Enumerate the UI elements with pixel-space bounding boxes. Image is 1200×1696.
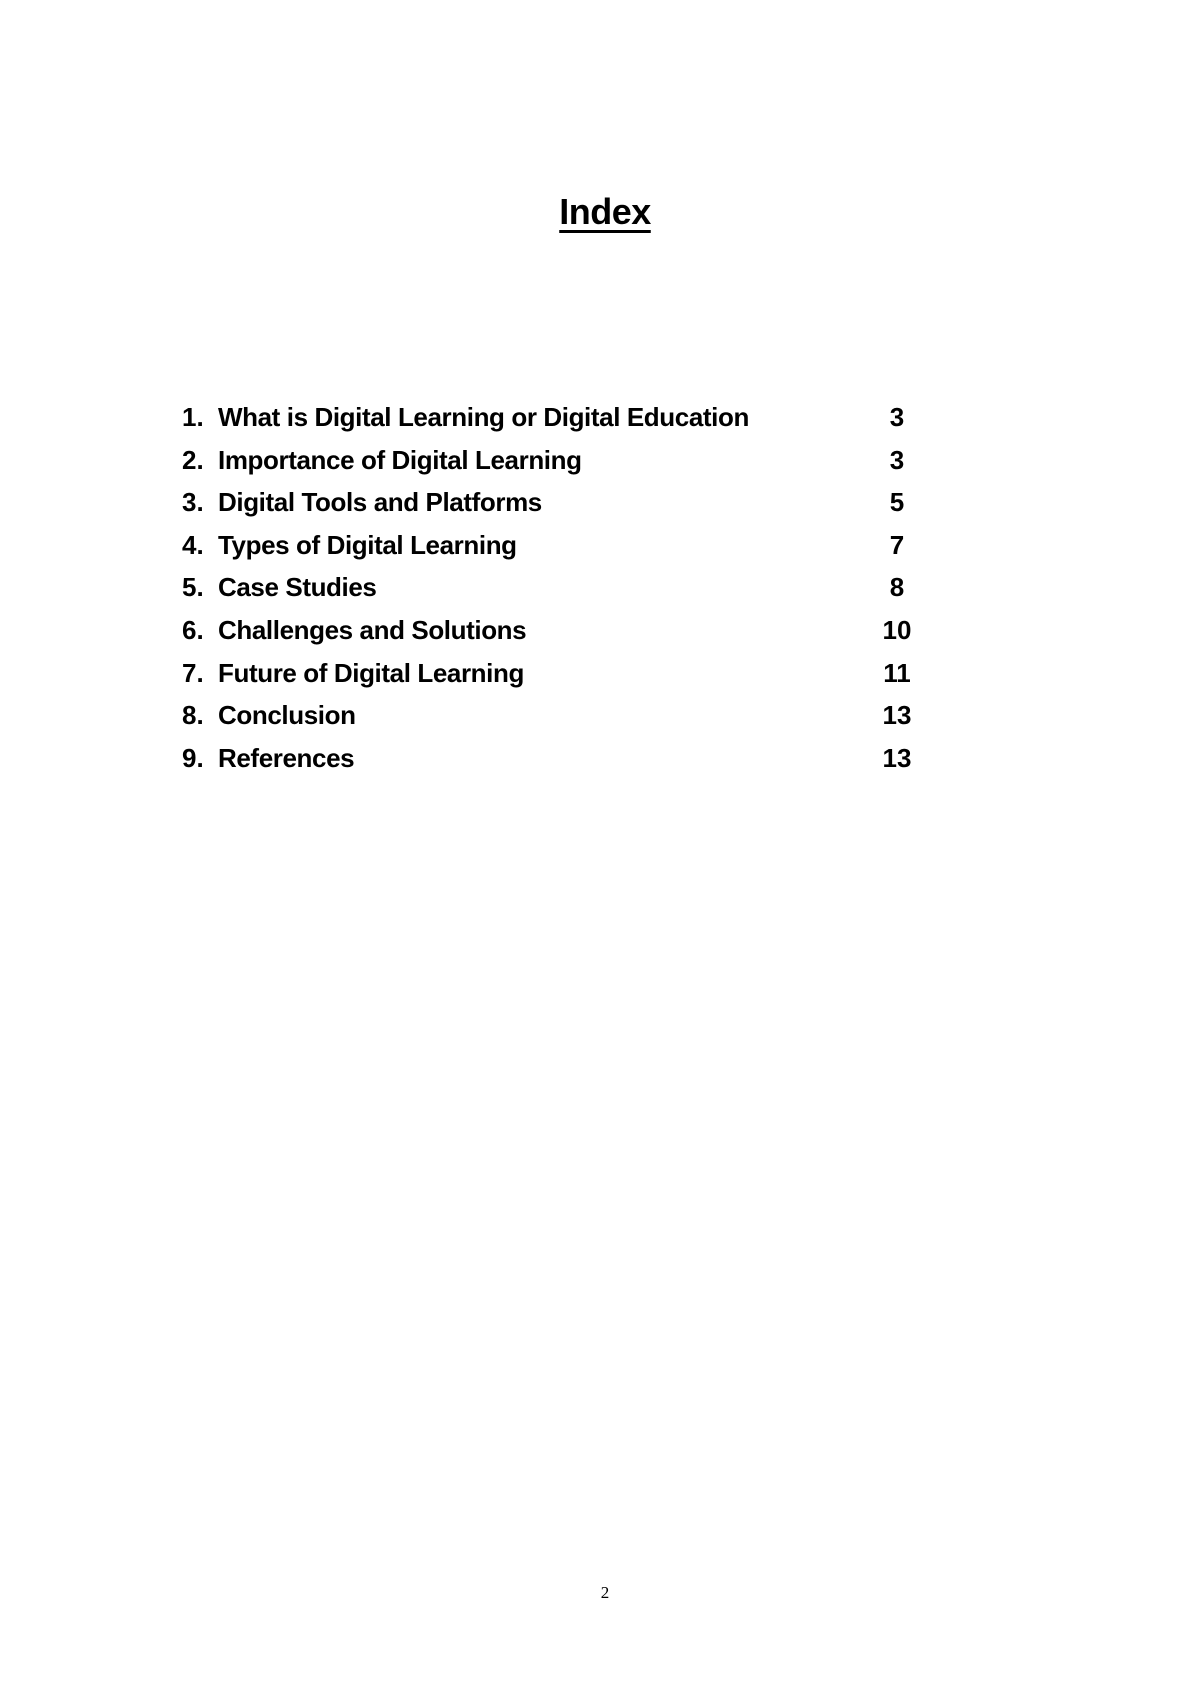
page-title: Index	[559, 191, 651, 232]
toc-entry-number: 8.	[182, 700, 204, 731]
page-number: 2	[600, 1583, 610, 1602]
toc-entry-label: Future of Digital Learning	[218, 657, 524, 688]
toc-entry-page: 7	[889, 529, 905, 560]
toc-entry	[182, 396, 942, 439]
toc-entry-label: What is Digital Learning or Digital Education	[218, 402, 749, 432]
toc-entry-page: 13	[882, 700, 912, 731]
toc-entry-label: Digital Tools and Platforms	[218, 487, 542, 518]
table-of-contents	[182, 396, 942, 779]
toc-entry-number: 7.	[182, 657, 204, 688]
toc-entry-page: 10	[882, 614, 912, 645]
toc-entry	[182, 694, 942, 737]
toc-entry	[182, 609, 942, 652]
toc-entry-number: 1.	[182, 402, 204, 432]
toc-entry-number: 9.	[182, 742, 204, 773]
toc-entry-page: 3	[889, 444, 905, 475]
toc-entry	[182, 524, 942, 567]
toc-entry-label: References	[218, 742, 355, 773]
toc-entry-page: 3	[889, 402, 905, 432]
toc-entry	[182, 566, 942, 609]
toc-entry-number: 5.	[182, 572, 204, 603]
toc-entry	[182, 481, 942, 524]
toc-entry	[182, 652, 942, 695]
toc-entry-number: 2.	[182, 444, 204, 475]
toc-entry	[182, 439, 942, 482]
toc-entry-label: Challenges and Solutions	[218, 614, 527, 645]
toc-entry-page: 5	[889, 487, 905, 518]
toc-entry-number: 6.	[182, 614, 204, 645]
toc-entry-page: 11	[883, 657, 911, 688]
toc-entry-label: Conclusion	[218, 700, 356, 731]
toc-entry-number: 4.	[182, 529, 204, 560]
toc-entry-number: 3.	[182, 487, 204, 518]
toc-entry-label: Case Studies	[218, 572, 377, 603]
toc-entry-page: 8	[889, 572, 905, 603]
toc-entry-page: 13	[882, 742, 912, 773]
toc-entry-label: Importance of Digital Learning	[218, 444, 582, 475]
toc-entry	[182, 737, 942, 780]
toc-entry-label: Types of Digital Learning	[218, 529, 517, 560]
